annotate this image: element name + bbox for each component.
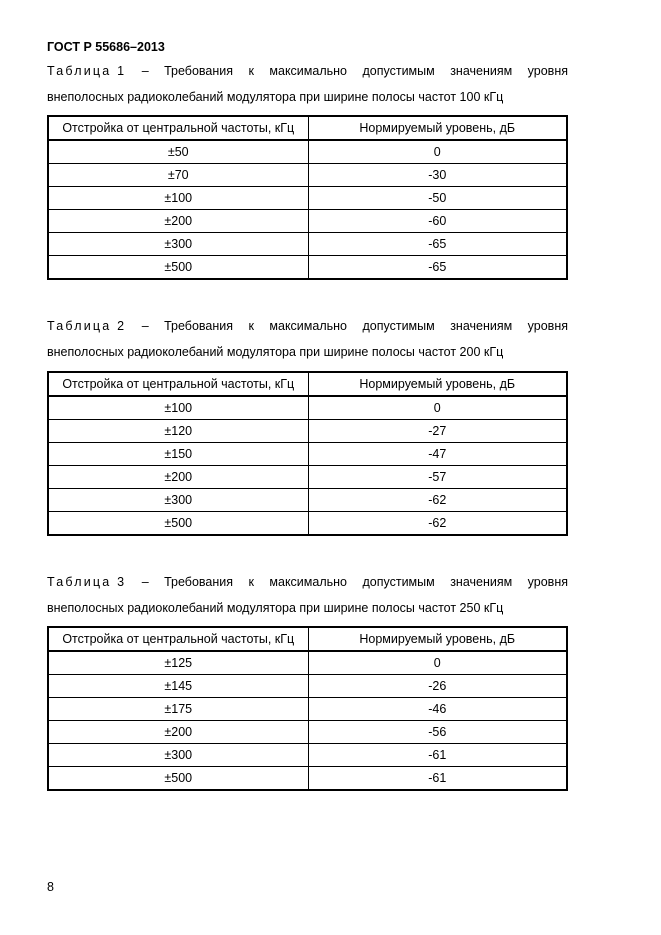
level-cell: -62: [308, 489, 567, 512]
level-cell: -50: [308, 187, 567, 210]
table-row: [48, 721, 567, 744]
caption-word: уровня: [527, 575, 568, 589]
table-1-caption: [47, 58, 568, 110]
document-header: ГОСТ Р 55686–2013: [47, 40, 165, 54]
offset-cell: ±500: [48, 512, 308, 536]
caption-word: –: [141, 575, 149, 589]
caption-word: допустимым: [362, 64, 435, 78]
level-cell: -56: [308, 721, 567, 744]
offset-cell: ±100: [48, 396, 308, 420]
offset-cell: ±100: [48, 187, 308, 210]
table-row: [48, 675, 567, 698]
offset-cell: ±200: [48, 466, 308, 489]
level-cell: -65: [308, 256, 567, 280]
offset-cell: ±150: [48, 443, 308, 466]
caption-word: максимально: [269, 64, 348, 78]
level-cell: -57: [308, 466, 567, 489]
level-cell: -30: [308, 164, 567, 187]
table-3-caption: [47, 569, 568, 621]
table-2: [47, 371, 568, 536]
caption-word: Требования: [164, 64, 234, 78]
table-row: [48, 396, 567, 420]
table-header-row: [48, 627, 567, 651]
caption-word: Требования: [164, 575, 234, 589]
level-cell: 0: [308, 396, 567, 420]
level-cell: -61: [308, 744, 567, 767]
column-header-offset: Отстройка от центральной частоты, кГц: [48, 116, 308, 140]
table-row: [48, 140, 567, 164]
caption-word: к: [248, 64, 254, 78]
offset-cell: ±145: [48, 675, 308, 698]
column-header-level: Нормируемый уровень, дБ: [308, 116, 567, 140]
caption-line: внеполосных радиоколебаний модулятора при ширине полосы частот 100 кГц: [47, 90, 504, 104]
table-row: [48, 767, 567, 791]
level-cell: -46: [308, 698, 567, 721]
caption-word: к: [248, 575, 254, 589]
table-row: [48, 651, 567, 675]
caption-word: значениям: [450, 319, 513, 333]
column-header-level: Нормируемый уровень, дБ: [308, 627, 567, 651]
table-3: [47, 626, 568, 791]
table-row: [48, 466, 567, 489]
offset-cell: ±500: [48, 256, 308, 280]
table-row: [48, 489, 567, 512]
table-2-caption: [47, 313, 568, 365]
table-row: [48, 233, 567, 256]
table-row: [48, 443, 567, 466]
caption-word: уровня: [527, 319, 568, 333]
caption-word: –: [141, 64, 149, 78]
caption-word: –: [141, 319, 149, 333]
caption-word: максимально: [269, 575, 348, 589]
column-header-offset: Отстройка от центральной частоты, кГц: [48, 627, 308, 651]
caption-line: внеполосных радиоколебаний модулятора при ширине полосы частот 250 кГц: [47, 601, 504, 615]
offset-cell: ±300: [48, 489, 308, 512]
offset-cell: ±300: [48, 744, 308, 767]
table-header-row: [48, 372, 567, 396]
page-number: 8: [47, 880, 54, 894]
offset-cell: ±200: [48, 721, 308, 744]
table-1: [47, 115, 568, 280]
table-row: [48, 698, 567, 721]
offset-cell: ±50: [48, 140, 308, 164]
caption-word: максимально: [269, 319, 348, 333]
column-header-offset: Отстройка от центральной частоты, кГц: [48, 372, 308, 396]
level-cell: -47: [308, 443, 567, 466]
caption-word: Требования: [164, 319, 234, 333]
caption-word: Таблица 3: [47, 575, 127, 589]
level-cell: 0: [308, 651, 567, 675]
level-cell: -61: [308, 767, 567, 791]
table-row: [48, 164, 567, 187]
table-header-row: [48, 116, 567, 140]
caption-line: внеполосных радиоколебаний модулятора при ширине полосы частот 200 кГц: [47, 345, 504, 359]
caption-word: к: [248, 319, 254, 333]
caption-word: значениям: [450, 575, 513, 589]
caption-word: уровня: [527, 64, 568, 78]
offset-cell: ±500: [48, 767, 308, 791]
level-cell: 0: [308, 140, 567, 164]
table-row: [48, 187, 567, 210]
offset-cell: ±120: [48, 420, 308, 443]
level-cell: -26: [308, 675, 567, 698]
table-row: [48, 420, 567, 443]
caption-word: Таблица 2: [47, 319, 127, 333]
table-row: [48, 512, 567, 536]
caption-word: значениям: [450, 64, 513, 78]
offset-cell: ±200: [48, 210, 308, 233]
caption-word: допустимым: [362, 575, 435, 589]
offset-cell: ±175: [48, 698, 308, 721]
level-cell: -60: [308, 210, 567, 233]
offset-cell: ±70: [48, 164, 308, 187]
level-cell: -65: [308, 233, 567, 256]
caption-word: допустимым: [362, 319, 435, 333]
level-cell: -27: [308, 420, 567, 443]
column-header-level: Нормируемый уровень, дБ: [308, 372, 567, 396]
caption-word: Таблица 1: [47, 64, 127, 78]
table-row: [48, 744, 567, 767]
offset-cell: ±300: [48, 233, 308, 256]
table-row: [48, 210, 567, 233]
level-cell: -62: [308, 512, 567, 536]
offset-cell: ±125: [48, 651, 308, 675]
table-row: [48, 256, 567, 280]
